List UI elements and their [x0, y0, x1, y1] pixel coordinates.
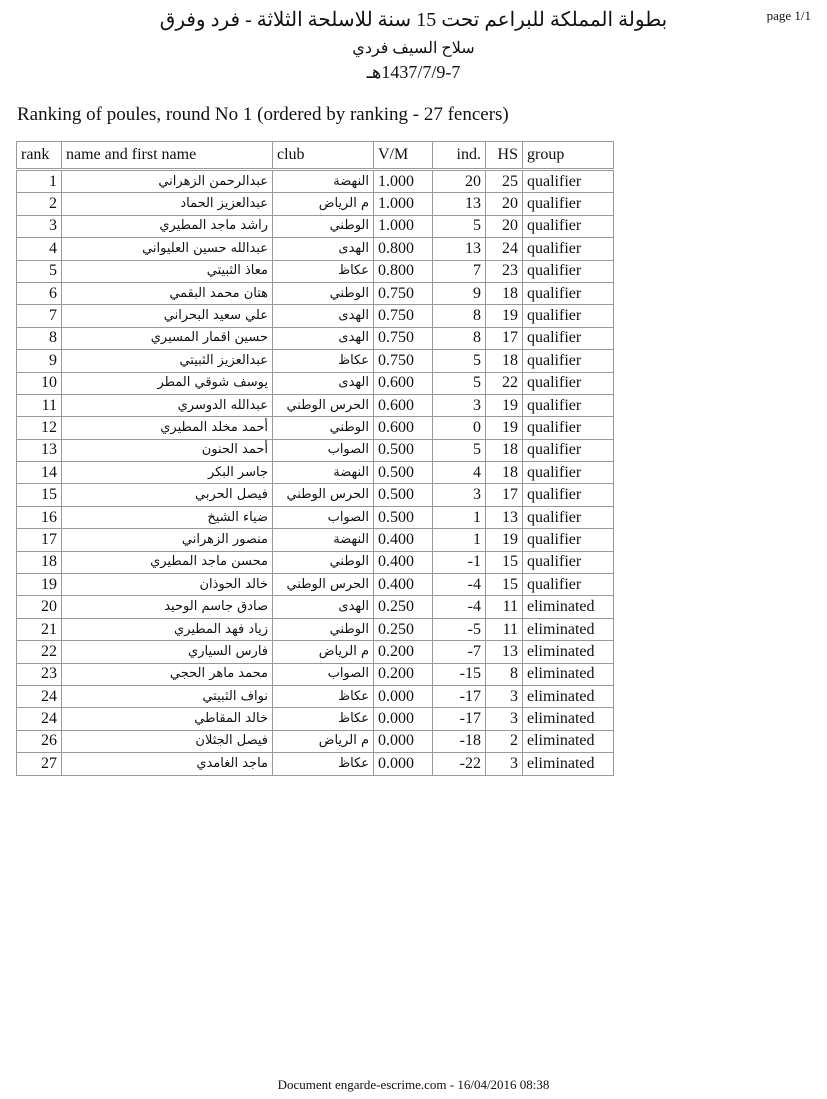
- weapon-subtitle: سلاح السيف فردي: [352, 40, 475, 57]
- fencer-name-cell: منصور الزهراني: [62, 529, 273, 551]
- fencer-name-cell: خالد الحوذان: [62, 574, 273, 596]
- fencer-name-cell: فيصل الحربي: [62, 484, 273, 506]
- table-row: [17, 618, 614, 640]
- rank-cell: 27: [17, 753, 62, 775]
- col-header-vm: V/M: [374, 142, 433, 170]
- footer-source: Document engarde-escrime.com - 16/04/2016 08:38: [277, 1077, 550, 1092]
- club-cell: عكاظ: [273, 350, 374, 372]
- rank-cell: 14: [17, 462, 62, 484]
- table-row: [17, 551, 614, 573]
- rank-cell: 12: [17, 417, 62, 439]
- vm-cell: 0.600: [374, 394, 433, 416]
- hs-cell: 3: [486, 753, 523, 775]
- ind-cell: 8: [433, 305, 486, 327]
- hs-cell: 23: [486, 260, 523, 282]
- table-row: [17, 238, 614, 260]
- ind-cell: -5: [433, 618, 486, 640]
- group-cell: qualifier: [523, 260, 614, 282]
- rank-cell: 24: [17, 708, 62, 730]
- hs-cell: 8: [486, 663, 523, 685]
- vm-cell: 0.500: [374, 439, 433, 461]
- hs-cell: 17: [486, 327, 523, 349]
- fencer-name-cell: هتان محمد البقمي: [62, 282, 273, 304]
- club-cell: الوطني: [273, 618, 374, 640]
- ranking-caption: Ranking of poules, round No 1 (ordered by ranking - 27 fencers): [17, 104, 509, 125]
- ind-cell: 0: [433, 417, 486, 439]
- vm-cell: 0.600: [374, 372, 433, 394]
- fencer-name-cell: يوسف شوقي المطر: [62, 372, 273, 394]
- group-cell: eliminated: [523, 641, 614, 663]
- table-row: [17, 350, 614, 372]
- club-cell: الحرس الوطني: [273, 574, 374, 596]
- club-cell: الهدى: [273, 305, 374, 327]
- club-cell: الصواب: [273, 663, 374, 685]
- table-row: [17, 574, 614, 596]
- club-cell: عكاظ: [273, 708, 374, 730]
- table-row: [17, 484, 614, 506]
- ind-cell: -22: [433, 753, 486, 775]
- col-header-group: group: [523, 142, 614, 170]
- ind-cell: 13: [433, 238, 486, 260]
- club-cell: الهدى: [273, 596, 374, 618]
- rank-cell: 1: [17, 170, 62, 193]
- group-cell: qualifier: [523, 484, 614, 506]
- group-cell: qualifier: [523, 327, 614, 349]
- ranking-table: [16, 141, 614, 776]
- club-cell: الحرس الوطني: [273, 394, 374, 416]
- ind-cell: 13: [433, 193, 486, 215]
- table-row: [17, 260, 614, 282]
- club-cell: الوطني: [273, 417, 374, 439]
- fencer-name-cell: صادق جاسم الوحيد: [62, 596, 273, 618]
- ind-cell: 7: [433, 260, 486, 282]
- group-cell: qualifier: [523, 439, 614, 461]
- fencer-name-cell: حسين اقمار المسيري: [62, 327, 273, 349]
- table-row: [17, 439, 614, 461]
- hs-cell: 13: [486, 641, 523, 663]
- page-number: page 1/1: [766, 8, 811, 23]
- table-row: [17, 372, 614, 394]
- ranking-body: [17, 170, 614, 776]
- ind-cell: -7: [433, 641, 486, 663]
- vm-cell: 0.500: [374, 506, 433, 528]
- rank-cell: 21: [17, 618, 62, 640]
- col-header-hs: HS: [486, 142, 523, 170]
- group-cell: eliminated: [523, 753, 614, 775]
- table-row: [17, 753, 614, 775]
- rank-cell: 19: [17, 574, 62, 596]
- group-cell: qualifier: [523, 574, 614, 596]
- fencer-name-cell: أحمد مخلد المطيري: [62, 417, 273, 439]
- table-row: [17, 417, 614, 439]
- group-cell: eliminated: [523, 618, 614, 640]
- vm-cell: 0.000: [374, 685, 433, 707]
- group-cell: eliminated: [523, 596, 614, 618]
- vm-cell: 0.750: [374, 282, 433, 304]
- fencer-name-cell: عبدالعزيز الحماد: [62, 193, 273, 215]
- table-row: [17, 394, 614, 416]
- hs-cell: 19: [486, 529, 523, 551]
- rank-cell: 20: [17, 596, 62, 618]
- ind-cell: 8: [433, 327, 486, 349]
- rank-cell: 13: [17, 439, 62, 461]
- fencer-name-cell: أحمد الحنون: [62, 439, 273, 461]
- club-cell: النهضة: [273, 529, 374, 551]
- group-cell: qualifier: [523, 417, 614, 439]
- hs-cell: 11: [486, 618, 523, 640]
- fencer-name-cell: ضياء الشيخ: [62, 506, 273, 528]
- vm-cell: 0.000: [374, 753, 433, 775]
- fencer-name-cell: جاسر البكر: [62, 462, 273, 484]
- vm-cell: 0.400: [374, 574, 433, 596]
- club-cell: عكاظ: [273, 260, 374, 282]
- vm-cell: 1.000: [374, 215, 433, 237]
- table-row: [17, 282, 614, 304]
- rank-cell: 2: [17, 193, 62, 215]
- hs-cell: 19: [486, 394, 523, 416]
- rank-cell: 17: [17, 529, 62, 551]
- fencer-name-cell: ماجد الغامدي: [62, 753, 273, 775]
- table-row: [17, 462, 614, 484]
- hijri-date: 1437/7/9-7هـ: [366, 62, 461, 82]
- hs-cell: 15: [486, 551, 523, 573]
- rank-cell: 11: [17, 394, 62, 416]
- hs-cell: 18: [486, 439, 523, 461]
- col-header-ind: ind.: [433, 142, 486, 170]
- fencer-name-cell: نواف الثبيتي: [62, 685, 273, 707]
- vm-cell: 0.750: [374, 327, 433, 349]
- club-cell: الصواب: [273, 506, 374, 528]
- club-cell: الوطني: [273, 551, 374, 573]
- club-cell: الهدى: [273, 238, 374, 260]
- group-cell: qualifier: [523, 238, 614, 260]
- ind-cell: 5: [433, 439, 486, 461]
- table-row: [17, 708, 614, 730]
- ind-cell: 3: [433, 484, 486, 506]
- group-cell: qualifier: [523, 282, 614, 304]
- ind-cell: 20: [433, 170, 486, 193]
- ind-cell: 3: [433, 394, 486, 416]
- ind-cell: 1: [433, 529, 486, 551]
- rank-cell: 22: [17, 641, 62, 663]
- club-cell: النهضة: [273, 170, 374, 193]
- vm-cell: 0.000: [374, 730, 433, 752]
- rank-cell: 24: [17, 685, 62, 707]
- hs-cell: 17: [486, 484, 523, 506]
- hs-cell: 24: [486, 238, 523, 260]
- rank-cell: 16: [17, 506, 62, 528]
- rank-cell: 15: [17, 484, 62, 506]
- group-cell: qualifier: [523, 170, 614, 193]
- club-cell: عكاظ: [273, 685, 374, 707]
- hs-cell: 20: [486, 193, 523, 215]
- fencer-name-cell: عبدالله الدوسري: [62, 394, 273, 416]
- club-cell: النهضة: [273, 462, 374, 484]
- rank-cell: 9: [17, 350, 62, 372]
- vm-cell: 0.250: [374, 618, 433, 640]
- fencer-name-cell: عبدالله حسين العليواني: [62, 238, 273, 260]
- ind-cell: -17: [433, 708, 486, 730]
- group-cell: qualifier: [523, 529, 614, 551]
- hs-cell: 3: [486, 685, 523, 707]
- vm-cell: 1.000: [374, 170, 433, 193]
- fencer-name-cell: معاذ الثبيتي: [62, 260, 273, 282]
- hs-cell: 20: [486, 215, 523, 237]
- table-row: [17, 506, 614, 528]
- ind-cell: -1: [433, 551, 486, 573]
- col-header-club: club: [273, 142, 374, 170]
- hs-cell: 18: [486, 350, 523, 372]
- ind-cell: -4: [433, 574, 486, 596]
- col-header-name: name and first name: [62, 142, 273, 170]
- rank-cell: 18: [17, 551, 62, 573]
- hs-cell: 13: [486, 506, 523, 528]
- ind-cell: 9: [433, 282, 486, 304]
- hs-cell: 22: [486, 372, 523, 394]
- table-row: [17, 215, 614, 237]
- ind-cell: 4: [433, 462, 486, 484]
- col-header-rank: rank: [17, 142, 62, 170]
- table-row: [17, 327, 614, 349]
- table-row: [17, 663, 614, 685]
- fencer-name-cell: فارس السياري: [62, 641, 273, 663]
- club-cell: الصواب: [273, 439, 374, 461]
- hs-cell: 19: [486, 417, 523, 439]
- vm-cell: 0.750: [374, 305, 433, 327]
- fencer-name-cell: راشد ماجد المطيري: [62, 215, 273, 237]
- rank-cell: 5: [17, 260, 62, 282]
- vm-cell: 0.800: [374, 260, 433, 282]
- fencer-name-cell: عبدالعزيز الثبيتي: [62, 350, 273, 372]
- group-cell: qualifier: [523, 372, 614, 394]
- vm-cell: 1.000: [374, 193, 433, 215]
- hs-cell: 15: [486, 574, 523, 596]
- hs-cell: 3: [486, 708, 523, 730]
- group-cell: eliminated: [523, 708, 614, 730]
- club-cell: الوطني: [273, 282, 374, 304]
- ind-cell: -15: [433, 663, 486, 685]
- ind-cell: 5: [433, 372, 486, 394]
- club-cell: الهدى: [273, 327, 374, 349]
- club-cell: م الرياض: [273, 730, 374, 752]
- rank-cell: 26: [17, 730, 62, 752]
- club-cell: الوطني: [273, 215, 374, 237]
- ind-cell: 1: [433, 506, 486, 528]
- rank-cell: 3: [17, 215, 62, 237]
- group-cell: eliminated: [523, 730, 614, 752]
- fencer-name-cell: علي سعيد البحراني: [62, 305, 273, 327]
- rank-cell: 8: [17, 327, 62, 349]
- rank-cell: 6: [17, 282, 62, 304]
- rank-cell: 23: [17, 663, 62, 685]
- vm-cell: 0.400: [374, 551, 433, 573]
- vm-cell: 0.400: [374, 529, 433, 551]
- fencer-name-cell: فيصل الجثلان: [62, 730, 273, 752]
- vm-cell: 0.200: [374, 641, 433, 663]
- table-row: [17, 170, 614, 193]
- group-cell: eliminated: [523, 685, 614, 707]
- table-row: [17, 305, 614, 327]
- rank-cell: 10: [17, 372, 62, 394]
- hs-cell: 19: [486, 305, 523, 327]
- hs-cell: 18: [486, 462, 523, 484]
- vm-cell: 0.750: [374, 350, 433, 372]
- ind-cell: -18: [433, 730, 486, 752]
- club-cell: م الرياض: [273, 641, 374, 663]
- club-cell: الحرس الوطني: [273, 484, 374, 506]
- table-row: [17, 529, 614, 551]
- group-cell: qualifier: [523, 506, 614, 528]
- hs-cell: 11: [486, 596, 523, 618]
- table-header-row: [17, 142, 614, 170]
- club-cell: م الرياض: [273, 193, 374, 215]
- table-row: [17, 730, 614, 752]
- group-cell: qualifier: [523, 305, 614, 327]
- ind-cell: 5: [433, 350, 486, 372]
- group-cell: qualifier: [523, 350, 614, 372]
- vm-cell: 0.200: [374, 663, 433, 685]
- document-title: بطولة المملكة للبراعم تحت 15 سنة للاسلحة الثلاثة - فرد وفرق: [159, 9, 668, 31]
- fencer-name-cell: محمد ماهر الحجي: [62, 663, 273, 685]
- rank-cell: 4: [17, 238, 62, 260]
- table-row: [17, 641, 614, 663]
- group-cell: eliminated: [523, 663, 614, 685]
- table-row: [17, 596, 614, 618]
- vm-cell: 0.800: [374, 238, 433, 260]
- hs-cell: 18: [486, 282, 523, 304]
- group-cell: qualifier: [523, 551, 614, 573]
- table-row: [17, 193, 614, 215]
- vm-cell: 0.500: [374, 484, 433, 506]
- fencer-name-cell: محسن ماجد المطيري: [62, 551, 273, 573]
- fencer-name-cell: خالد المقاطي: [62, 708, 273, 730]
- group-cell: qualifier: [523, 462, 614, 484]
- group-cell: qualifier: [523, 215, 614, 237]
- vm-cell: 0.000: [374, 708, 433, 730]
- group-cell: qualifier: [523, 193, 614, 215]
- table-row: [17, 685, 614, 707]
- hs-cell: 2: [486, 730, 523, 752]
- vm-cell: 0.500: [374, 462, 433, 484]
- ind-cell: -17: [433, 685, 486, 707]
- fencer-name-cell: زياد فهد المطيري: [62, 618, 273, 640]
- rank-cell: 7: [17, 305, 62, 327]
- hs-cell: 25: [486, 170, 523, 193]
- ind-cell: 5: [433, 215, 486, 237]
- ind-cell: -4: [433, 596, 486, 618]
- vm-cell: 0.600: [374, 417, 433, 439]
- fencer-name-cell: عبدالرحمن الزهراني: [62, 170, 273, 193]
- group-cell: qualifier: [523, 394, 614, 416]
- club-cell: عكاظ: [273, 753, 374, 775]
- vm-cell: 0.250: [374, 596, 433, 618]
- club-cell: الهدى: [273, 372, 374, 394]
